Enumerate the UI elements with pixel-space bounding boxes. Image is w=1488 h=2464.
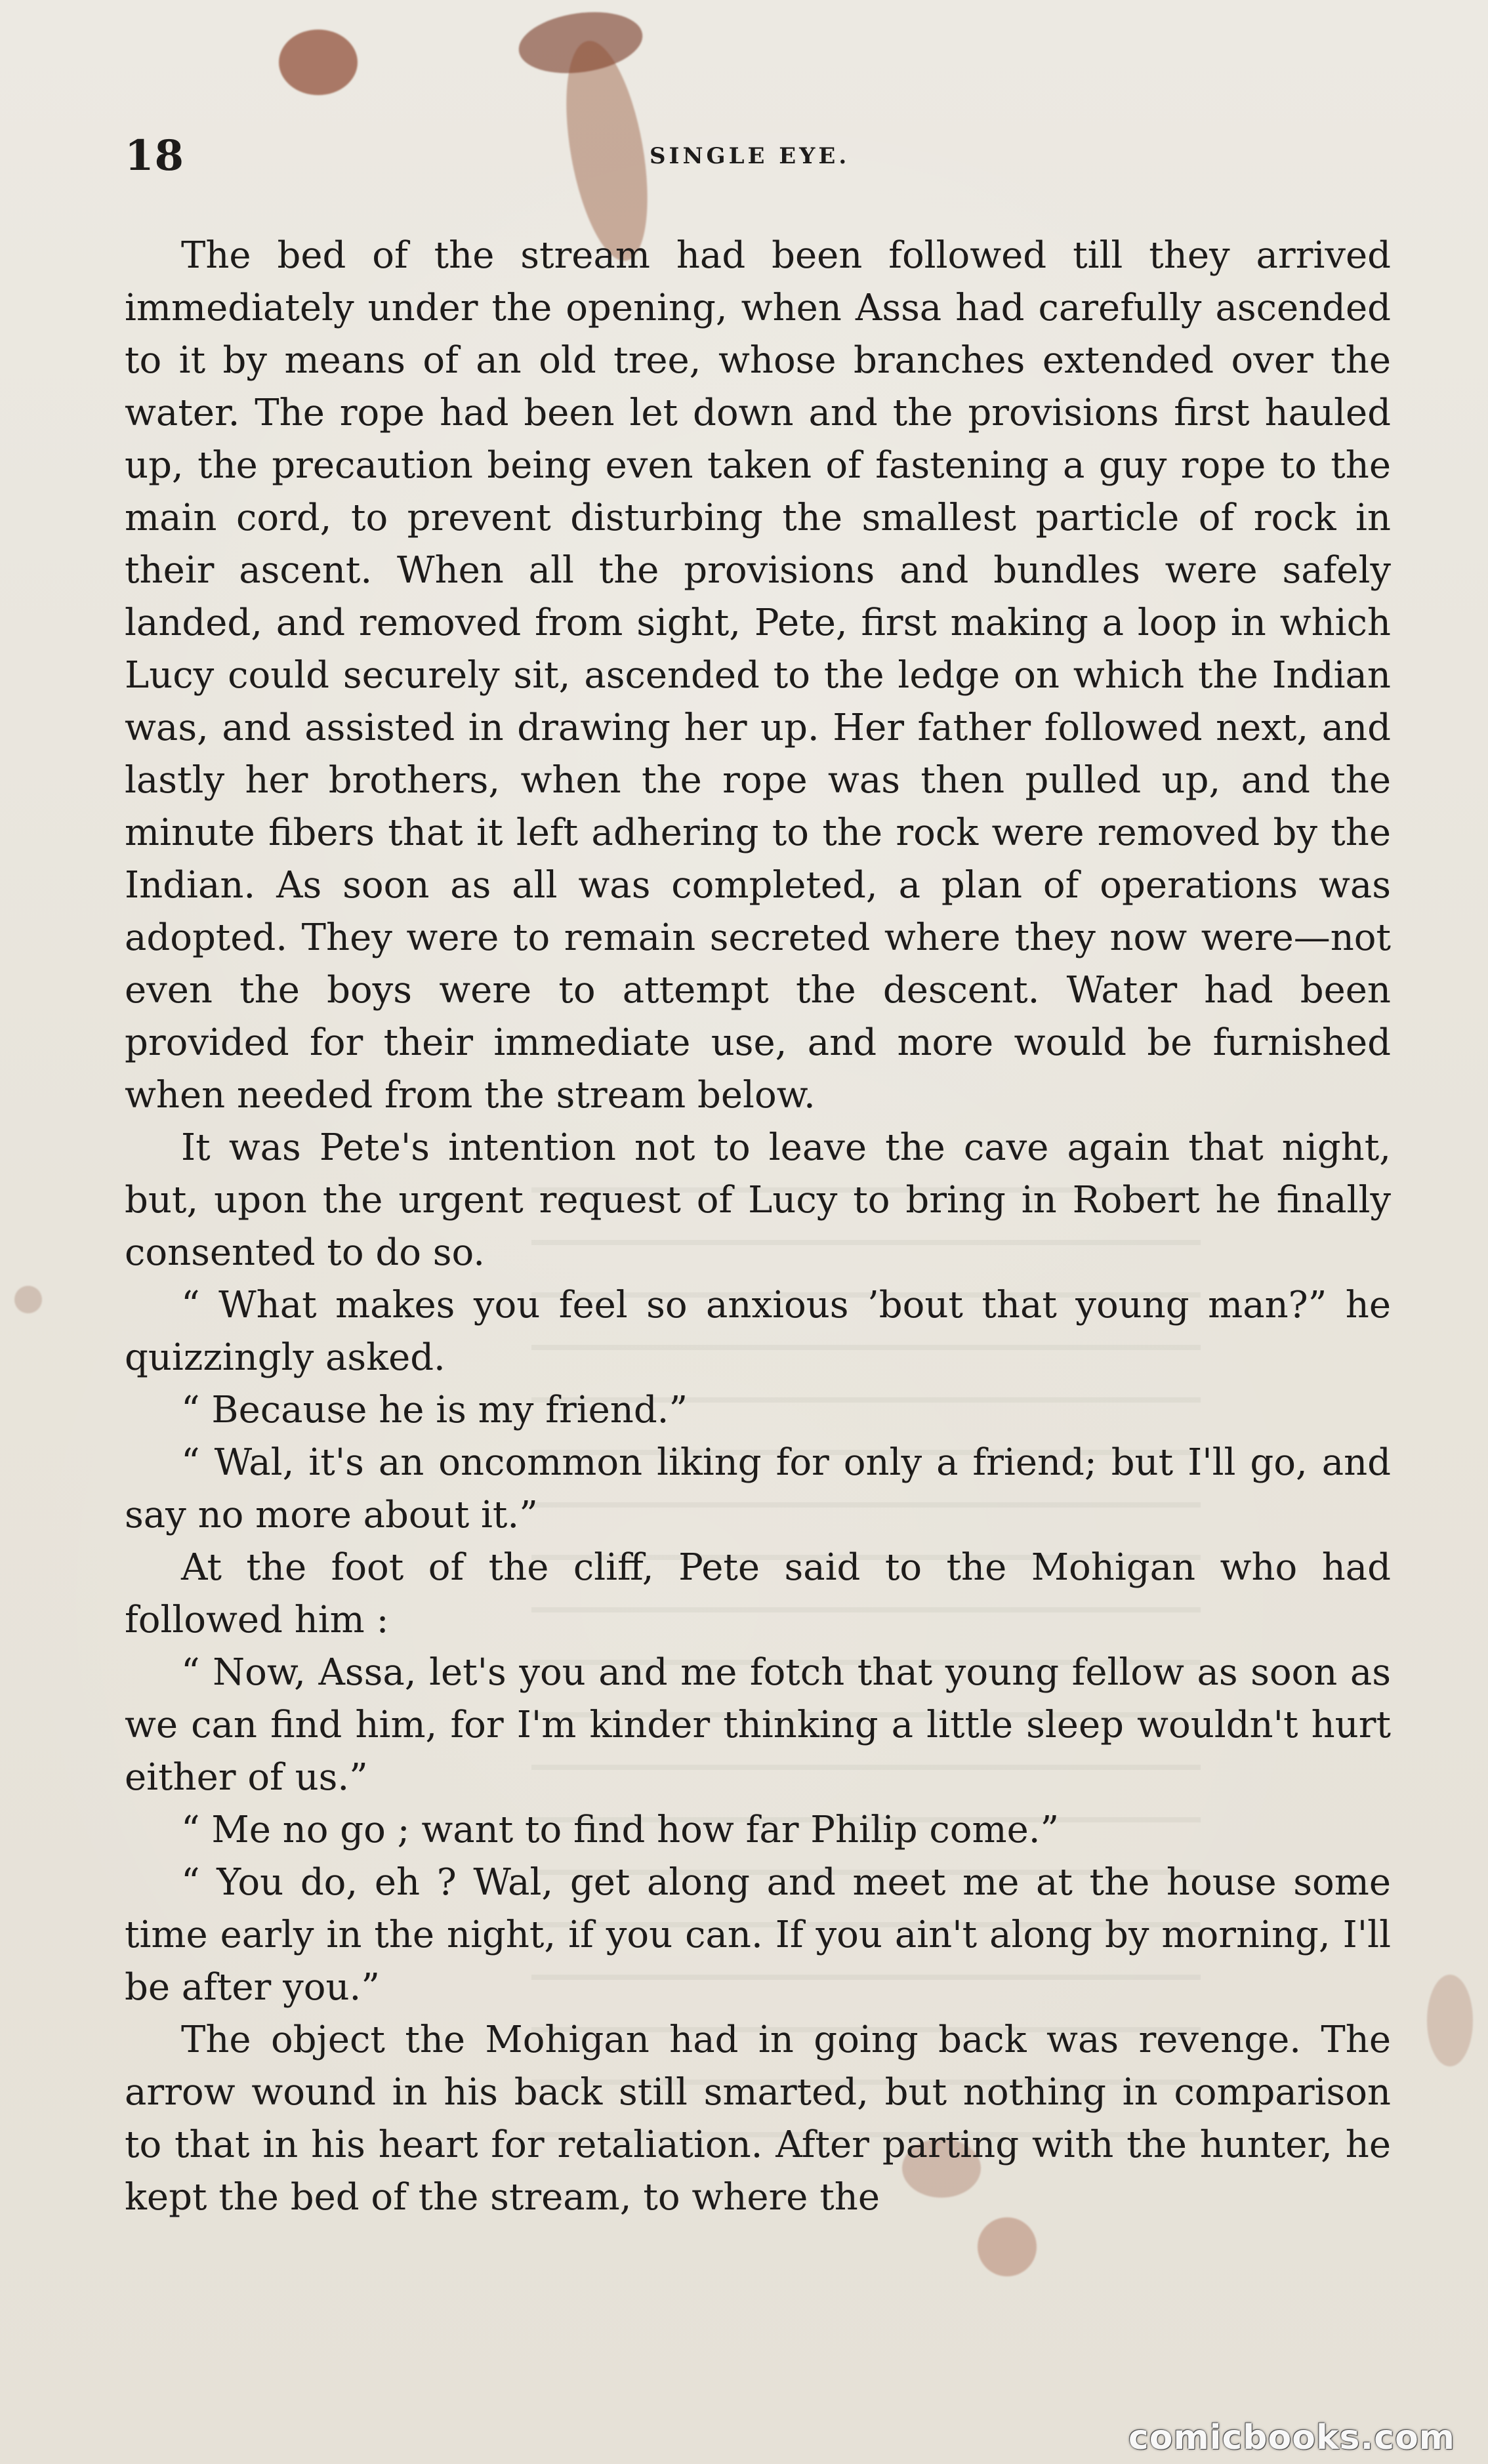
paragraph: At the foot of the cliff, Pete said to the Mohigan who had followed him :: [125, 1546, 1391, 1641]
paragraph: The bed of the stream had been followed till they arrived immediately under the opening, when Assa had carefully ascended to it by means of an old tree, whose branches extended over the water. The rope had been let down and the provisions first hauled up, the precaution being even taken of fastening a guy rope to the main cord, to prevent disturbing the smallest particle of rock in their ascent. When all the provisions and bundles were safely landed, and removed from sight, Pete, first making a loop in which Lucy could securely sit, ascended to the ledge on which the Indian was, and assisted in drawing her up. Her father followed next, and lastly her brothers, when the rope was then pulled up, and the minute fibers that it left adhering to the rock were removed by the Indian. As soon as all was completed, a plan of operations was adopted. They were to remain secreted where they now were—not even the boys were to attempt the descent. Water had been provided for their immediate use, and more would be furnished when needed from the stream below.: [125, 234, 1391, 1117]
paragraph: It was Pete's intention not to leave the cave again that night, but, upon the urgent request of Lucy to bring in Robert he finally consented to do so.: [125, 1126, 1391, 1274]
page-stain: [14, 1286, 42, 1313]
paragraph: “ Me no go ; want to find how far Philip come.”: [181, 1809, 1060, 1851]
page-header: [125, 131, 1391, 184]
watermark: comicbooks.com: [1128, 2418, 1455, 2457]
page-stain: [279, 30, 358, 95]
paragraph: “ Wal, it's an oncommon liking for only a friend; but I'll go, and say no more about it.”: [125, 1441, 1391, 1536]
body-text: [125, 230, 1391, 2224]
paragraph: “ What makes you feel so anxious ’bout that young man?” he quizzingly asked.: [125, 1284, 1391, 1379]
paragraph: “ Now, Assa, let's you and me fotch that young fellow as soon as we can find him, for I'm kinder thinking a little sleep wouldn't hurt either of us.”: [125, 1651, 1391, 1799]
paragraph: The object the Mohigan had in going back was revenge. The arrow wound in his back still smarted, but nothing in comparison to that in his heart for retaliation. After parting with the hunter, he kept the bed of the stream, to where the: [125, 2019, 1391, 2219]
paragraph: “ You do, eh ? Wal, get along and meet me at the house some time early in the night, if you can. If you ain't along by morning, I'll be after you.”: [125, 1861, 1391, 2009]
running-head: SINGLE EYE.: [650, 143, 850, 169]
page-stain: [515, 5, 647, 81]
page-stain: [1427, 1975, 1473, 2066]
paragraph: “ Because he is my friend.”: [181, 1389, 688, 1431]
page-stain: [978, 2217, 1037, 2276]
page-number: 18: [125, 131, 185, 180]
